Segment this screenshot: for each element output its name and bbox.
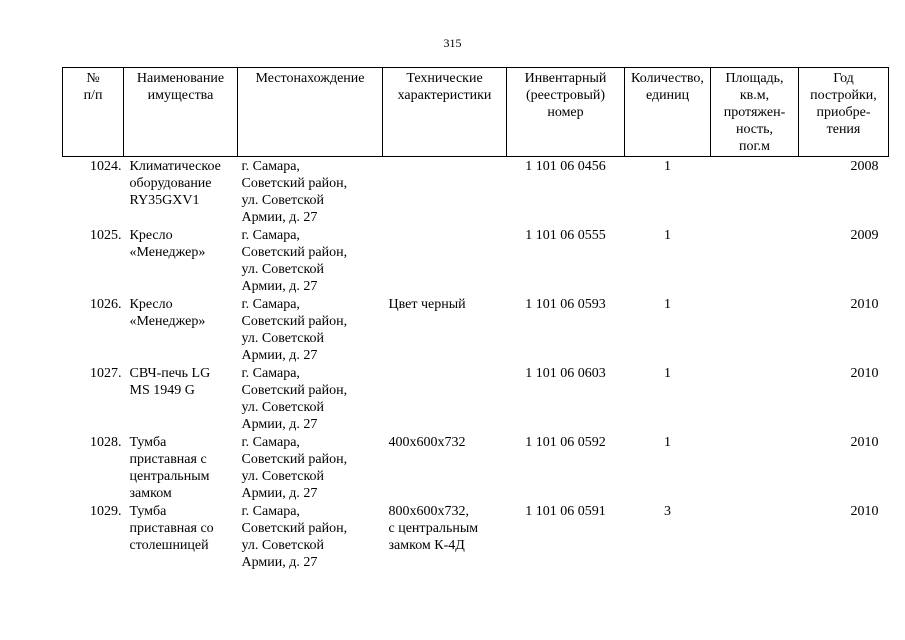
row-location: г. Самара, Советский район, ул. Советской Армии, д. 27 bbox=[241, 435, 348, 501]
row-name: СВЧ-печь LG MS 1949 G bbox=[129, 366, 211, 398]
row-year: 2010 bbox=[850, 297, 879, 312]
table-body bbox=[63, 157, 889, 573]
row-area bbox=[711, 503, 799, 572]
table-row bbox=[63, 503, 889, 572]
table-row bbox=[63, 365, 889, 434]
row-num: 1024. bbox=[90, 159, 122, 174]
header-location: Местонахождение bbox=[238, 68, 383, 157]
row-quantity: 3 bbox=[664, 504, 671, 519]
header-tech: Технические характеристики bbox=[383, 68, 507, 157]
row-num: 1028. bbox=[90, 435, 122, 450]
row-year: 2010 bbox=[850, 435, 879, 450]
header-row bbox=[63, 68, 889, 157]
row-year: 2008 bbox=[850, 159, 879, 174]
row-name: Тумба приставная со столешницей bbox=[129, 504, 214, 553]
header-year: Год постройки, приобре- тения bbox=[799, 68, 889, 157]
header-name: Наименование имущества bbox=[124, 68, 238, 157]
row-tech bbox=[383, 157, 507, 228]
table-row bbox=[63, 157, 889, 228]
row-tech: 800х600х732, с центральным замком К-4Д bbox=[388, 504, 479, 553]
row-inventory: 1 101 06 0555 bbox=[525, 228, 606, 243]
row-num: 1029. bbox=[90, 504, 122, 519]
row-year: 2010 bbox=[850, 504, 879, 519]
header-num: № п/п bbox=[63, 68, 124, 157]
row-num: 1025. bbox=[90, 228, 122, 243]
row-area bbox=[711, 434, 799, 503]
row-inventory: 1 101 06 0592 bbox=[525, 435, 606, 450]
row-area bbox=[711, 296, 799, 365]
property-registry-table bbox=[62, 67, 889, 572]
row-location: г. Самара, Советский район, ул. Советской Армии, д. 27 bbox=[241, 297, 348, 363]
row-num: 1026. bbox=[90, 297, 122, 312]
row-area bbox=[711, 227, 799, 296]
row-location: г. Самара, Советский район, ул. Советской Армии, д. 27 bbox=[241, 159, 348, 225]
header-inventory: Инвентарный (реестровый) номер bbox=[507, 68, 625, 157]
row-name: Тумба приставная с центральным замком bbox=[129, 435, 210, 501]
table-header bbox=[63, 68, 889, 157]
row-location: г. Самара, Советский район, ул. Советской Армии, д. 27 bbox=[241, 504, 348, 570]
row-quantity: 1 bbox=[664, 435, 671, 450]
page-number: 315 bbox=[443, 36, 462, 50]
row-tech: Цвет черный bbox=[388, 297, 466, 312]
row-quantity: 1 bbox=[664, 159, 671, 174]
row-area bbox=[711, 365, 799, 434]
row-location: г. Самара, Советский район, ул. Советской Армии, д. 27 bbox=[241, 228, 348, 294]
row-quantity: 1 bbox=[664, 228, 671, 243]
row-quantity: 1 bbox=[664, 297, 671, 312]
header-quantity: Количество, единиц bbox=[625, 68, 711, 157]
row-tech bbox=[383, 227, 507, 296]
row-inventory: 1 101 06 0591 bbox=[525, 504, 606, 519]
row-area bbox=[711, 157, 799, 228]
row-year: 2009 bbox=[850, 228, 879, 243]
row-tech bbox=[383, 365, 507, 434]
row-inventory: 1 101 06 0593 bbox=[525, 297, 606, 312]
row-name: Кресло «Менеджер» bbox=[129, 297, 206, 329]
row-year: 2010 bbox=[850, 366, 879, 381]
row-tech: 400х600х732 bbox=[388, 435, 466, 450]
row-quantity: 1 bbox=[664, 366, 671, 381]
row-name: Климатическое оборудование RY35GXV1 bbox=[129, 159, 221, 208]
table-row bbox=[63, 296, 889, 365]
table-row bbox=[63, 434, 889, 503]
row-inventory: 1 101 06 0456 bbox=[525, 159, 606, 174]
row-name: Кресло «Менеджер» bbox=[129, 228, 206, 260]
row-inventory: 1 101 06 0603 bbox=[525, 366, 606, 381]
row-num: 1027. bbox=[90, 366, 122, 381]
row-location: г. Самара, Советский район, ул. Советской Армии, д. 27 bbox=[241, 366, 348, 432]
table-row bbox=[63, 227, 889, 296]
header-area: Площадь, кв.м, протяжен- ность, пог.м bbox=[711, 68, 799, 157]
